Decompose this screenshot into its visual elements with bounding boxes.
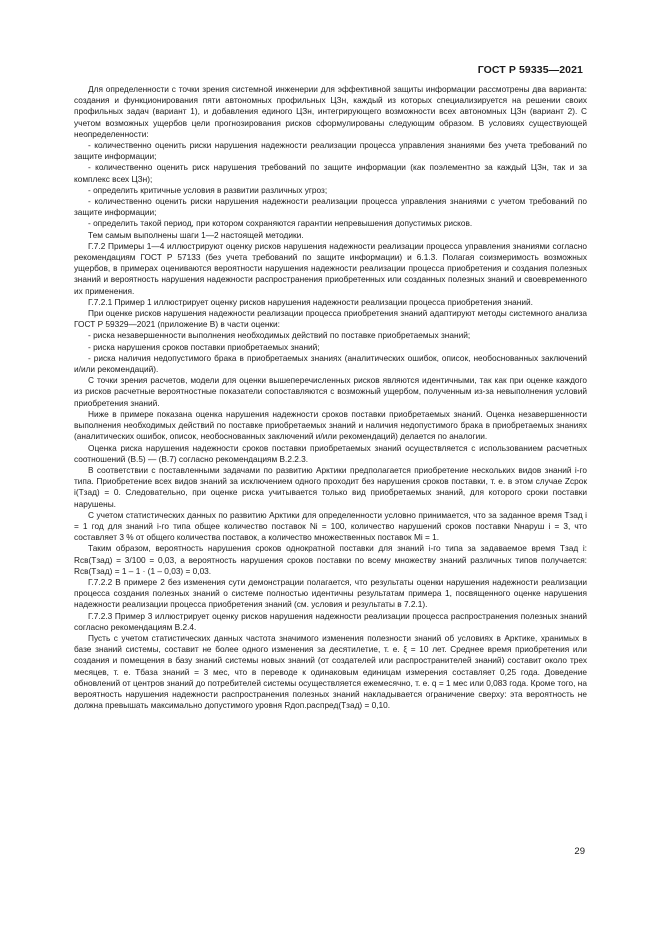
paragraph: Пусть с учетом статистических данных частота значимого изменения полезности знаний об условиях в Арктике, хранимых в базе знаний системы, составит не более одного изменения за десятилетие, т. е. ξ = 10 лет. Среднее время приобретения или создания и помещения в базу знаний системы новых знаний (от создателей или распространителей знаний) составит около трех месяцев, т. е. Tбаза знаний = 3 мес, что в переводе к одинаковым единицам измерения составляет 0,25 года. Доведение обновлений от центров знаний до потребителей системы осуществляется ежемесячно, т. е. q = 1 мес или 0,083 года. Кроме того, на вероятность нарушения надежности распространения полезных знаний накладывается ограничение сверху: эта вероятность не должна превышать максимально допустимого уровня Rдоп.распред(Tзад) = 0,10.: [74, 632, 587, 711]
paragraph: Г.7.2.2 В примере 2 без изменения сути демонстрации полагается, что результаты оценки нарушения надежности реализации процесса создания полезных знаний о системе полностью идентичны результатам примера 1, посвященного оценке нарушения надежности реализации процесса приобретения знаний (см. условия и результаты в 7.2.1).: [74, 576, 587, 610]
list-item: - определить критичные условия в развитии различных угроз;: [88, 184, 328, 195]
paragraph: При оценке рисков нарушения надежности реализации процесса приобретения знаний адаптируют методы системного анализа ГОСТ Р 59329—2021 (приложение В) в части оценки:: [74, 308, 587, 330]
list-item: - риска незавершенности выполнения необходимых действий по поставке приобретаемых знаний;: [88, 330, 471, 341]
list-item: - риска наличия недопустимого брака в приобретаемых знаниях (аналитических ошибок, описок, необоснованных заключений и/или рекомендаций).: [74, 352, 587, 375]
document-header: ГОСТ Р 59335—2021: [477, 64, 583, 76]
list-item: - риска нарушения сроков поставки приобретаемых знаний;: [88, 341, 320, 352]
paragraph: С учетом статистических данных по развитию Арктики для определенности условно принимается, что за заданное время Tзад i = 1 год для знаний i-го типа общее количество поставок Ni = 100, количество нарушений сроков поставки Nнаруш i = 3, что составляет 3 % от общего количества поставок, а количество множественных поставок Mi = 1.: [74, 509, 587, 543]
list-item: - определить такой период, при котором сохраняются гарантии непревышения допустимых рисков.: [88, 218, 473, 229]
document-body: [74, 84, 587, 711]
paragraph: Тем самым выполнены шаги 1—2 настоящей методики.: [88, 229, 304, 240]
paragraph: Для определенности с точки зрения системной инженерии для эффективной защиты информации рассмотрены два варианта: создания и функционирования пяти автономных профильных ЦЗн, каждый из которых специализируется на решении своих профильных задач (вариант 1), и добавления единого ЦЗн, интегрирующего возможности всех автономных ЦЗн (вариант 2). С учетом возможных ущербов цели прогнозирования рисков сформулированы следующим образом. В условиях существующей неопределенности:: [74, 84, 587, 139]
page-number: 29: [574, 846, 585, 857]
paragraph: Таким образом, вероятность нарушения сроков однократной поставки для знаний i-го типа за задаваемое время Tзад i: Rсв(Tзад) = 3/100 = 0,03, а вероятность нарушения сроков поставки по всему множеству знаний различных типов получается: Rсв(Tзад) = 1 – 1 · (1 – 0,03) = 0,03.: [74, 543, 587, 576]
list-item: - количественно оценить риски нарушения надежности реализации процесса управления знаниями без учета требований по защите информации;: [74, 140, 587, 162]
paragraph: В соответствии с поставленными задачами по развитию Арктики предполагается приобретение нескольких видов знаний i-го типа. Приобретение всех видов знаний за исключением одного проходит без нарушения сроков поставки, т. е. в этом случае Zсрок i(Tзад) = 0. Следовательно, при оценке риска учитывается только вид приобретаемых знаний, для которого сроки поставки нарушены.: [74, 464, 587, 509]
list-item: - количественно оценить риски нарушения надежности реализации процесса управления знаниями с учетом требований по защите информации;: [74, 196, 587, 218]
paragraph: Г.7.2.3 Пример 3 иллюстрирует оценку рисков нарушения надежности реализации процесса распространения полезных знаний согласно рекомендациям В.2.4.: [74, 610, 587, 632]
paragraph: С точки зрения расчетов, модели для оценки вышеперечисленных рисков являются идентичными, так как при оценке каждого из рисков расчетные вероятностные показатели сопоставляются с возможный ущербом, полученным из-за невыполнения условий приобретения знаний.: [74, 375, 587, 408]
paragraph: Г.7.2.1 Пример 1 иллюстрирует оценку рисков нарушения надежности реализации процесса приобретения знаний.: [88, 296, 533, 307]
list-item: - количественно оценить риск нарушения требований по защите информации (как поэлементно за каждый ЦЗн, так и за комплекс всех ЦЗн);: [74, 162, 587, 184]
paragraph: Г.7.2 Примеры 1—4 иллюстрируют оценку рисков нарушения надежности реализации процесса управления знаниями согласно рекомендациям ГОСТ Р 57133 (без учета требований по защите информации) и 6.1.3. Полагая соизмеримость возможных ущербов, в примерах оцениваются вероятности нарушения надежности реализации процесса приобретения и создания полезных знаний и вероятность нарушения надежности распространения приобретенных или созданных полезных знаний и своевременного их применения.: [74, 240, 587, 296]
paragraph: Оценка риска нарушения надежности сроков поставки приобретаемых знаний осуществляется с использованием расчетных соотношений (В.5) — (В.7) согласно рекомендациям В.2.2.3.: [74, 442, 587, 464]
paragraph: Ниже в примере показана оценка нарушения надежности сроков поставки приобретаемых знаний. Оценка незавершенности выполнения необходимых действий по поставке приобретаемых знаний и наличия недопустимого брака в приобретаемых знаниях (аналитических ошибок, описок, необоснованных заключений и/или рекомендаций) делается по аналогии.: [74, 408, 587, 442]
